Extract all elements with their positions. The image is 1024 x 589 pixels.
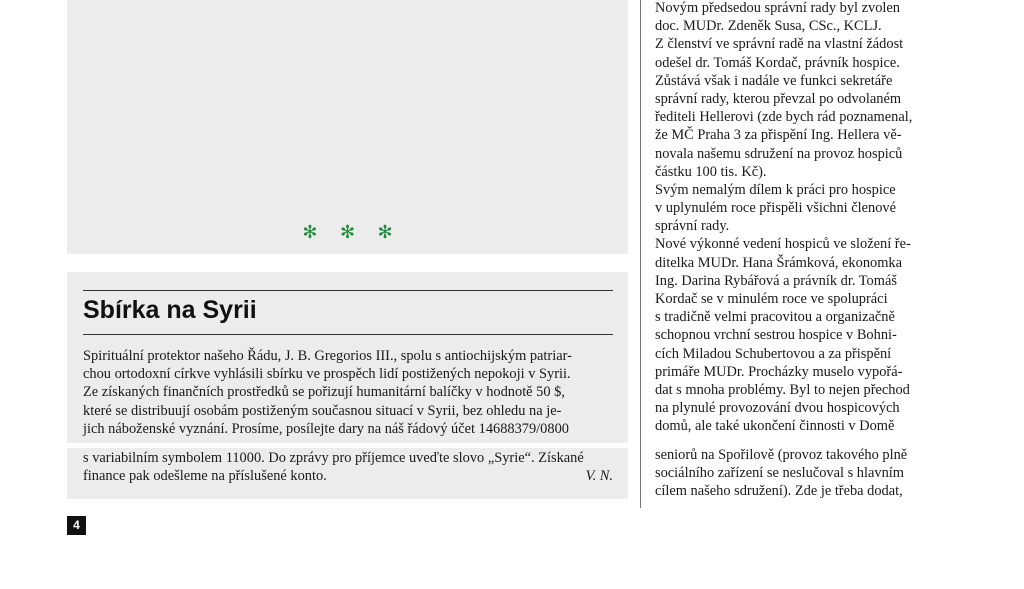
- top-gray-panel: [67, 0, 628, 254]
- column-line: Zůstává však i nadále ve funkci sekretáře: [655, 72, 893, 89]
- column-line: odešel dr. Tomáš Kordač, právník hospice.: [655, 54, 900, 71]
- column-line: v uplynulém roce přispěli všichni členové: [655, 200, 896, 217]
- column-line: Kordač se v minulém roce ve spolupráci: [655, 291, 888, 307]
- column-line: na plynulé provozování dvou hospicových: [655, 400, 900, 417]
- heading-top-rule: [83, 290, 613, 291]
- column-line: schopnou vrchní sestrou hospice v Bohni-: [655, 327, 897, 344]
- article-line: jich náboženské vyznání. Prosíme, posílejte dary na náš řádový účet 14688379/0800: [83, 420, 569, 437]
- column-line: sociálního zařízení se neslučoval s hlavním: [655, 465, 904, 482]
- article-line: Ze získaných finančních prostředků se pořizují humanitární balíčky v hodnotě 50 $,: [83, 384, 565, 401]
- page-number: 4: [67, 516, 86, 535]
- article-line: s variabilním symbolem 11000. Do zprávy pro příjemce uveďte slovo „Syrie“. Získané: [83, 450, 584, 466]
- column-line: doc. MUDr. Zdeněk Susa, CSc., KCLJ.: [655, 18, 882, 35]
- column-line: cílem našeho sdružení). Zde je třeba dodat,: [655, 483, 903, 500]
- ornament-star-icon: ✻: [339, 222, 356, 242]
- article-body: [83, 347, 613, 438]
- column-line: Z členství ve správní radě na vlastní žádost: [655, 36, 904, 53]
- column-line: domů, ale také ukončení činnosti v Domě: [655, 418, 895, 435]
- column-line: správní rady.: [655, 218, 730, 235]
- column-line: novala našemu sdružení na provoz hospiců: [655, 145, 903, 162]
- ornament-star-icon: ✻: [377, 222, 393, 242]
- column-line: Novým předsedou správní rady byl zvolen: [655, 0, 900, 16]
- right-column-text: [655, 0, 921, 436]
- column-line: že MČ Praha 3 za přispění Ing. Hellera vě-: [655, 127, 902, 144]
- column-line: Svým nemalým dílem k práci pro hospice: [655, 181, 896, 198]
- column-divider: [640, 0, 641, 508]
- column-line: řediteli Hellerovi (zde bych rád poznamenal,: [655, 109, 913, 126]
- article-line: Spirituální protektor našeho Řádu, J. B. Gregorios III., spolu s antiochijským patriar-: [83, 348, 572, 364]
- right-column-continued: [655, 446, 921, 501]
- heading-bottom-rule: [83, 334, 613, 335]
- ornament-divider: [67, 222, 628, 243]
- article-line: chou ortodoxní církve vyhlásili sbírku ve prospěch lidí postižených nepokoji v Syrii.: [83, 366, 571, 383]
- column-line: Nové výkonné vedení hospiců ve složení ře-: [655, 236, 911, 253]
- column-line: s tradičně velmi pracovitou a organizačně: [655, 309, 895, 326]
- box-gap: [67, 443, 628, 448]
- column-line: Ing. Darina Rybářová a právník dr. Tomáš: [655, 272, 897, 289]
- article-line: [83, 467, 613, 485]
- column-line: seniorů na Spořilově (provoz takového plně: [655, 447, 908, 463]
- column-line: částku 100 tis. Kč).: [655, 163, 767, 180]
- column-line: primáře MUDr. Procházky muselo vypořá-: [655, 363, 903, 380]
- article-signature: V. N.: [585, 468, 613, 485]
- ornament-star-icon: ✻: [302, 222, 318, 242]
- article-title: Sbírka na Syrii: [83, 296, 257, 324]
- column-line: cích Miladou Schubertovou a za přispění: [655, 345, 892, 362]
- column-line: ditelka MUDr. Hana Šrámková, ekonomka: [655, 254, 902, 271]
- column-line: dat s mnoha problémy. Byl to nejen přechod: [655, 381, 910, 398]
- article-body-continued: [83, 449, 613, 485]
- article-line: které se distribuují osobám postiženým současnou situací v Syrii, bez ohledu na je-: [83, 402, 562, 419]
- column-line: správní rady, kterou převzal po odvolaném: [655, 90, 902, 107]
- article-line-text: finance pak odešleme na příslušené konto.: [83, 468, 327, 485]
